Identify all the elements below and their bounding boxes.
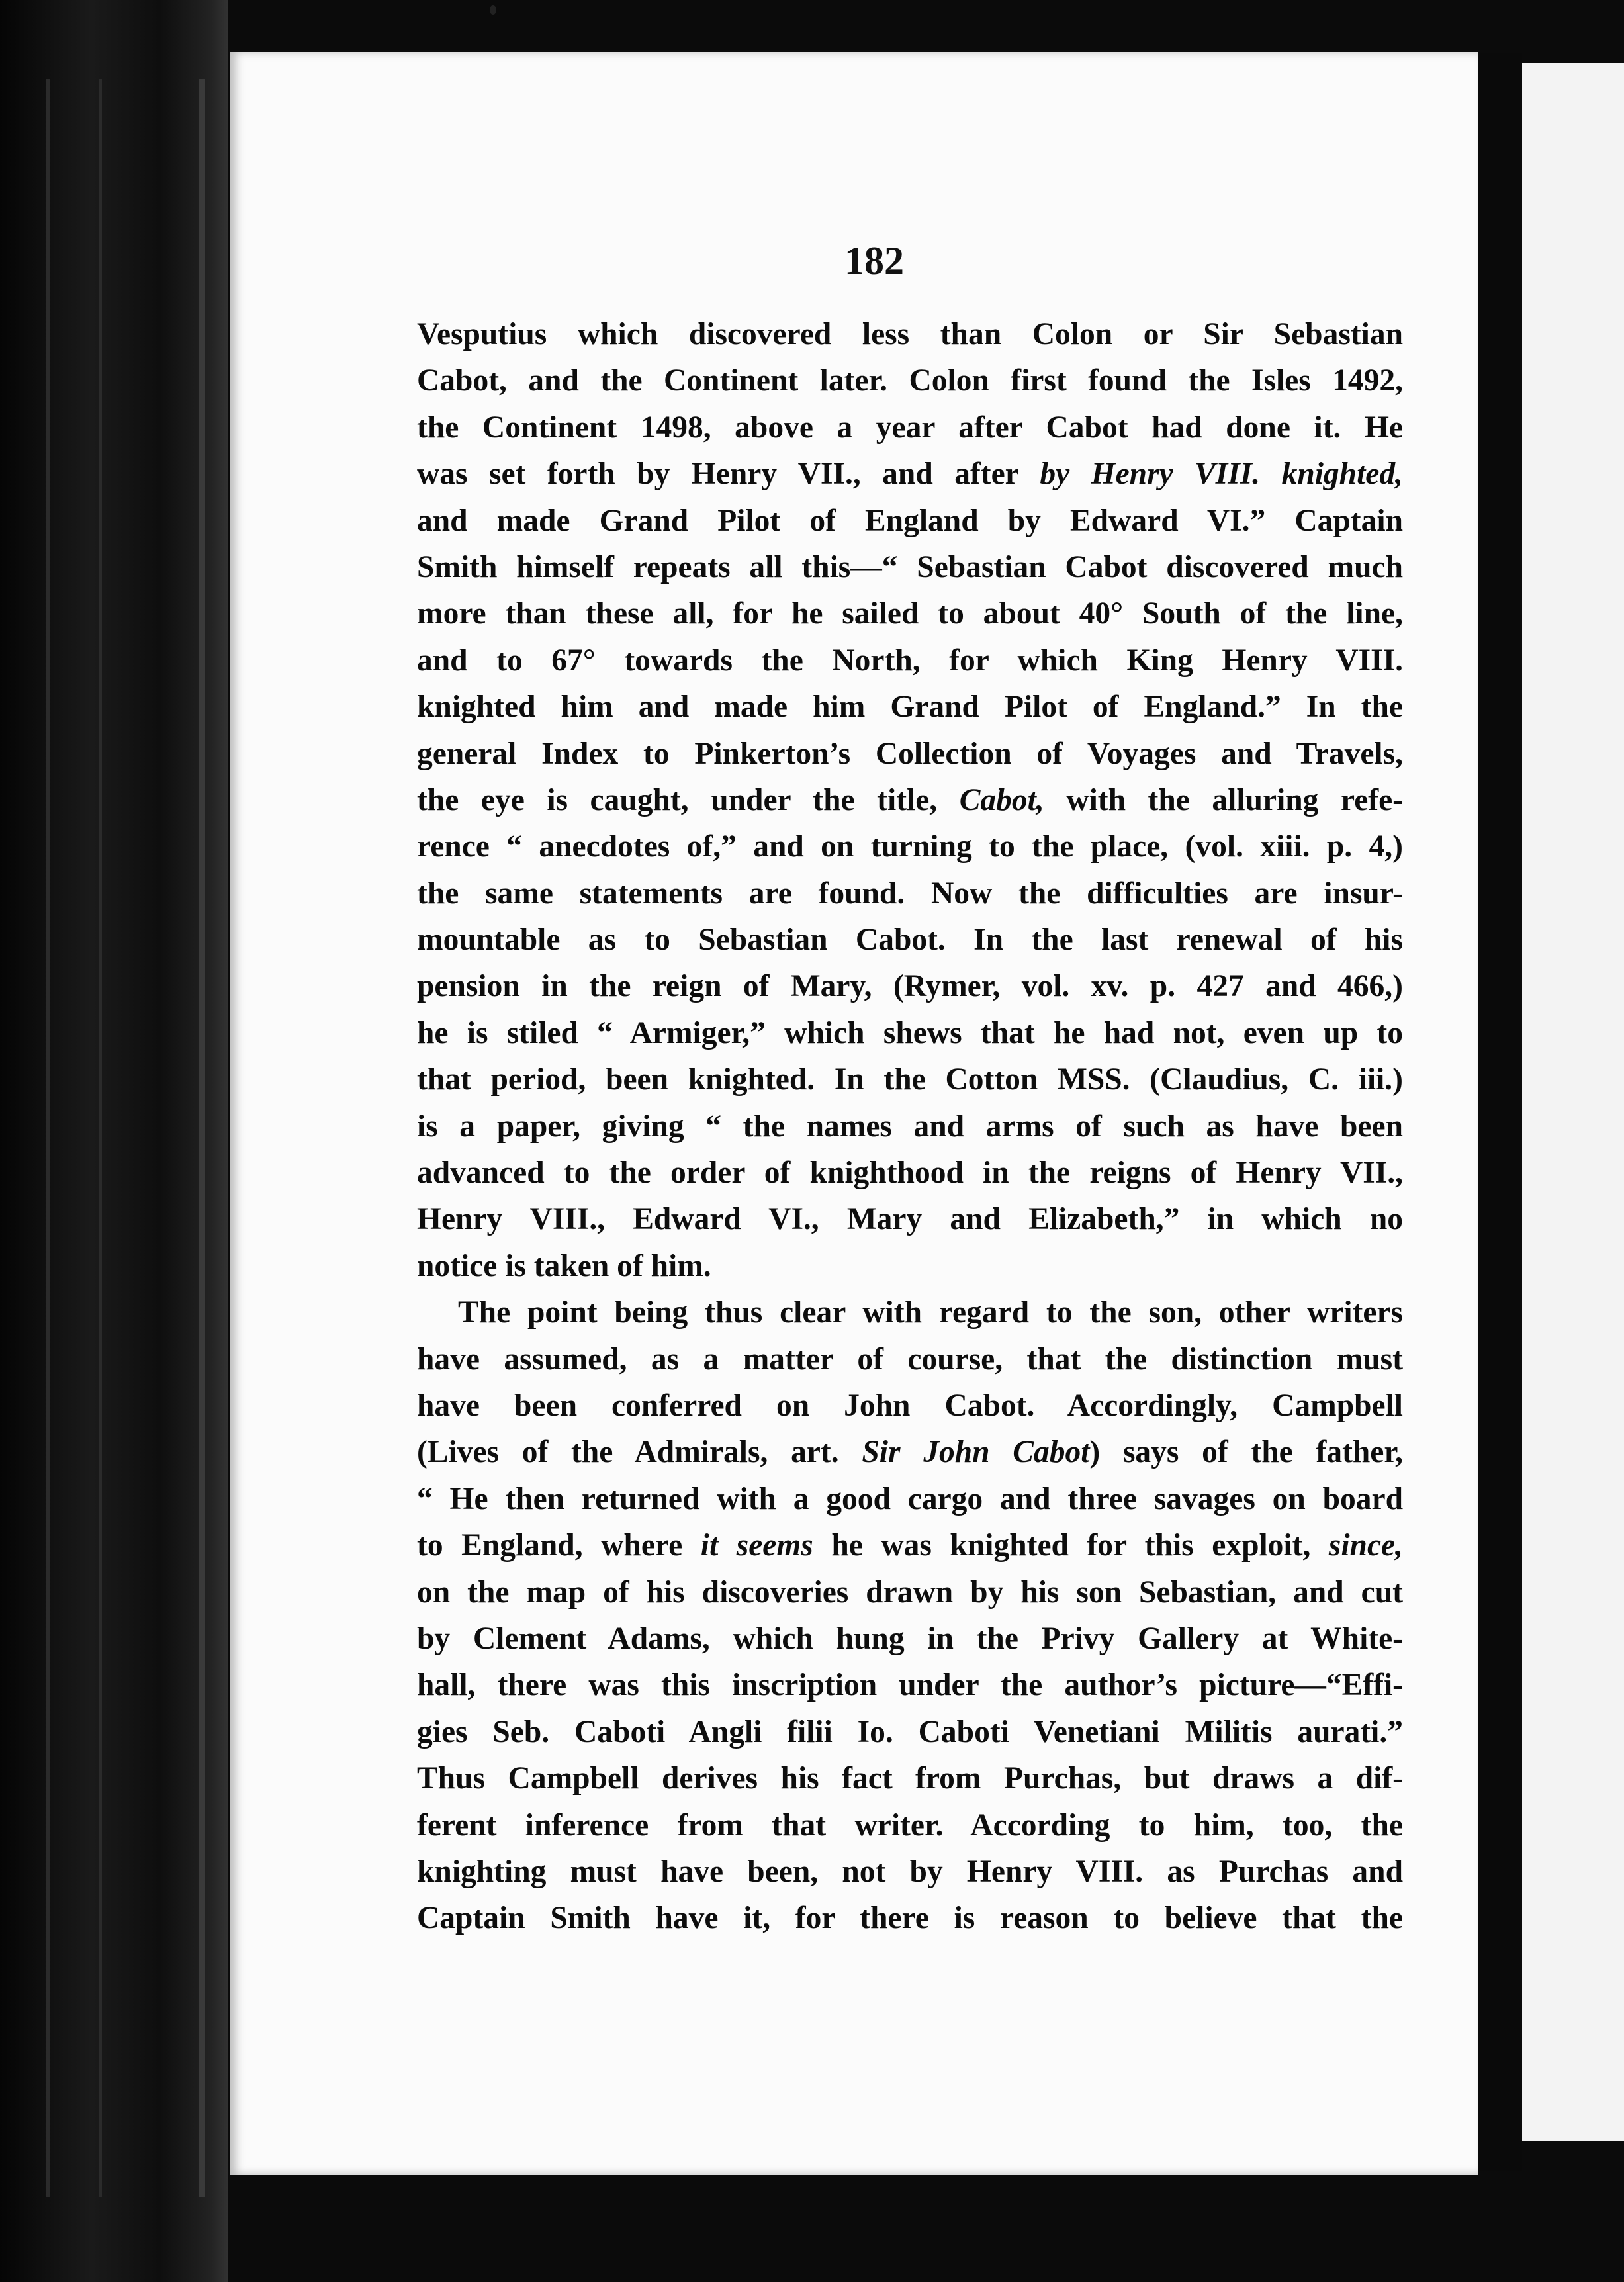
text-run: have been conferred on John Cabot. Accordingly, Campbell [417, 1388, 1403, 1423]
text-run: The point being thus clear with regard to the son, other writers [458, 1295, 1403, 1330]
page-number: 182 [844, 239, 904, 283]
page-edge-shadow [1476, 53, 1522, 2171]
text-run: and to 67° towards the North, for which King Henry VIII. [417, 643, 1403, 678]
text-run: he is stiled “ Armiger,” which shews that he had not, even up to [417, 1015, 1403, 1050]
book-binding-gutter [0, 0, 228, 2282]
text-line [417, 1289, 1403, 1336]
text-line [417, 917, 1403, 963]
text-line [417, 357, 1403, 404]
text-line [417, 1755, 1403, 1802]
text-line [417, 777, 1403, 823]
book-page [230, 52, 1478, 2175]
text-run: hall, there was this inscription under the author’s picture—“Effi- [417, 1668, 1403, 1703]
text-line [417, 1103, 1403, 1150]
text-run: more than these all, for he sailed to about 40° South of the line, [417, 596, 1403, 631]
text-line [417, 498, 1403, 544]
binding-shadow-streak [46, 79, 50, 2197]
text-run: the eye is caught, under the title, [417, 782, 960, 817]
binding-shadow-streak [99, 79, 102, 2197]
paragraph [417, 311, 1403, 1289]
italic-text-run: it seems [700, 1528, 813, 1563]
italic-text-run: by Henry VIII. knighted, [1040, 457, 1404, 492]
text-run: the same statements are found. Now the difficulties are insur- [417, 876, 1403, 911]
text-run: Cabot, and the Continent later. Colon first found the Isles 1492, [417, 363, 1403, 398]
text-line [417, 1616, 1403, 1662]
text-line [417, 870, 1403, 917]
text-run: knighted him and made him Grand Pilot of England.” In the [417, 690, 1403, 725]
text-run: that period, been knighted. In the Cotton MSS. (Claudius, C. iii.) [417, 1062, 1403, 1097]
text-run: to England, where [417, 1528, 701, 1563]
text-run: Thus Campbell derives his fact from Purchas, but draws a dif- [417, 1761, 1403, 1796]
text-run: and made Grand Pilot of England by Edward VI.” Captain [417, 503, 1403, 538]
text-run: general Index to Pinkerton’s Collection of Voyages and Travels, [417, 736, 1403, 771]
text-line [417, 1895, 1403, 1941]
text-line [417, 1383, 1403, 1429]
text-run: Henry VIII., Edward VI., Mary and Elizabeth,” in which no [417, 1202, 1403, 1237]
facing-page-edge [1522, 63, 1624, 2141]
binding-shadow-streak [199, 79, 205, 2197]
text-line [417, 451, 1403, 497]
text-line [417, 1662, 1403, 1708]
text-run: knighting must have been, not by Henry VIII. as Purchas and [417, 1854, 1403, 1889]
text-line [417, 823, 1403, 870]
text-line [417, 1150, 1403, 1196]
text-run: mountable as to Sebastian Cabot. In the last renewal of his [417, 923, 1403, 958]
italic-text-run: Cabot, [959, 782, 1044, 817]
text-run: Smith himself repeats all this—“ Sebastian Cabot discovered much [417, 549, 1403, 584]
text-line [417, 963, 1403, 1009]
text-run: he was knighted for this exploit, [813, 1528, 1329, 1563]
text-run: is a paper, giving “ the names and arms of such as have been [417, 1109, 1403, 1144]
text-run: advanced to the order of knighthood in the reigns of Henry VII., [417, 1156, 1403, 1191]
text-line [417, 684, 1403, 730]
text-run: ferent inference from that writer. According to him, too, the [417, 1807, 1403, 1843]
text-line [417, 404, 1403, 451]
text-line [417, 544, 1403, 590]
text-run: by Clement Adams, which hung in the Privy Gallery at White- [417, 1621, 1403, 1656]
text-run: the Continent 1498, above a year after Cabot had done it. He [417, 410, 1403, 445]
italic-text-run: since, [1328, 1528, 1403, 1563]
text-line [417, 1196, 1403, 1242]
text-line [417, 1476, 1403, 1522]
text-line [417, 637, 1403, 684]
text-line [417, 1848, 1403, 1895]
text-run: was set forth by Henry VII., and after [417, 457, 1040, 492]
text-line [417, 1522, 1403, 1569]
text-run: with the alluring refe- [1044, 782, 1404, 817]
text-run: ) says of the father, [1089, 1435, 1403, 1470]
body-text [417, 311, 1403, 1942]
text-run: pension in the reign of Mary, (Rymer, vol. xv. p. 427 and 466,) [417, 969, 1403, 1004]
dust-speck [490, 5, 496, 15]
text-line [417, 1802, 1403, 1848]
text-line [417, 731, 1403, 777]
text-run: Captain Smith have it, for there is reason to believe that the [417, 1901, 1403, 1936]
text-run: notice is taken of him. [417, 1248, 711, 1283]
text-line [417, 311, 1403, 357]
text-line [417, 1056, 1403, 1103]
text-run: on the map of his discoveries drawn by his son Sebastian, and cut [417, 1575, 1403, 1610]
text-line [417, 1569, 1403, 1616]
italic-text-run: Sir John Cabot [862, 1435, 1090, 1470]
text-line [417, 1709, 1403, 1755]
text-line [417, 1243, 1403, 1289]
text-run: “ He then returned with a good cargo and three savages on board [417, 1481, 1403, 1516]
paragraph [417, 1289, 1403, 1941]
text-run: rence “ anecdotes of,” and on turning to the place, (vol. xiii. p. 4,) [417, 829, 1403, 864]
text-line [417, 1010, 1403, 1056]
text-run: (Lives of the Admirals, art. [417, 1435, 862, 1470]
text-line [417, 1429, 1403, 1475]
text-line [417, 1336, 1403, 1383]
text-run: gies Seb. Caboti Angli filii Io. Caboti Venetiani Militis aurati.” [417, 1714, 1403, 1749]
text-run: have assumed, as a matter of course, that the distinction must [417, 1342, 1403, 1377]
text-line [417, 590, 1403, 637]
text-run: Vesputius which discovered less than Colon or Sir Sebastian [417, 317, 1403, 351]
